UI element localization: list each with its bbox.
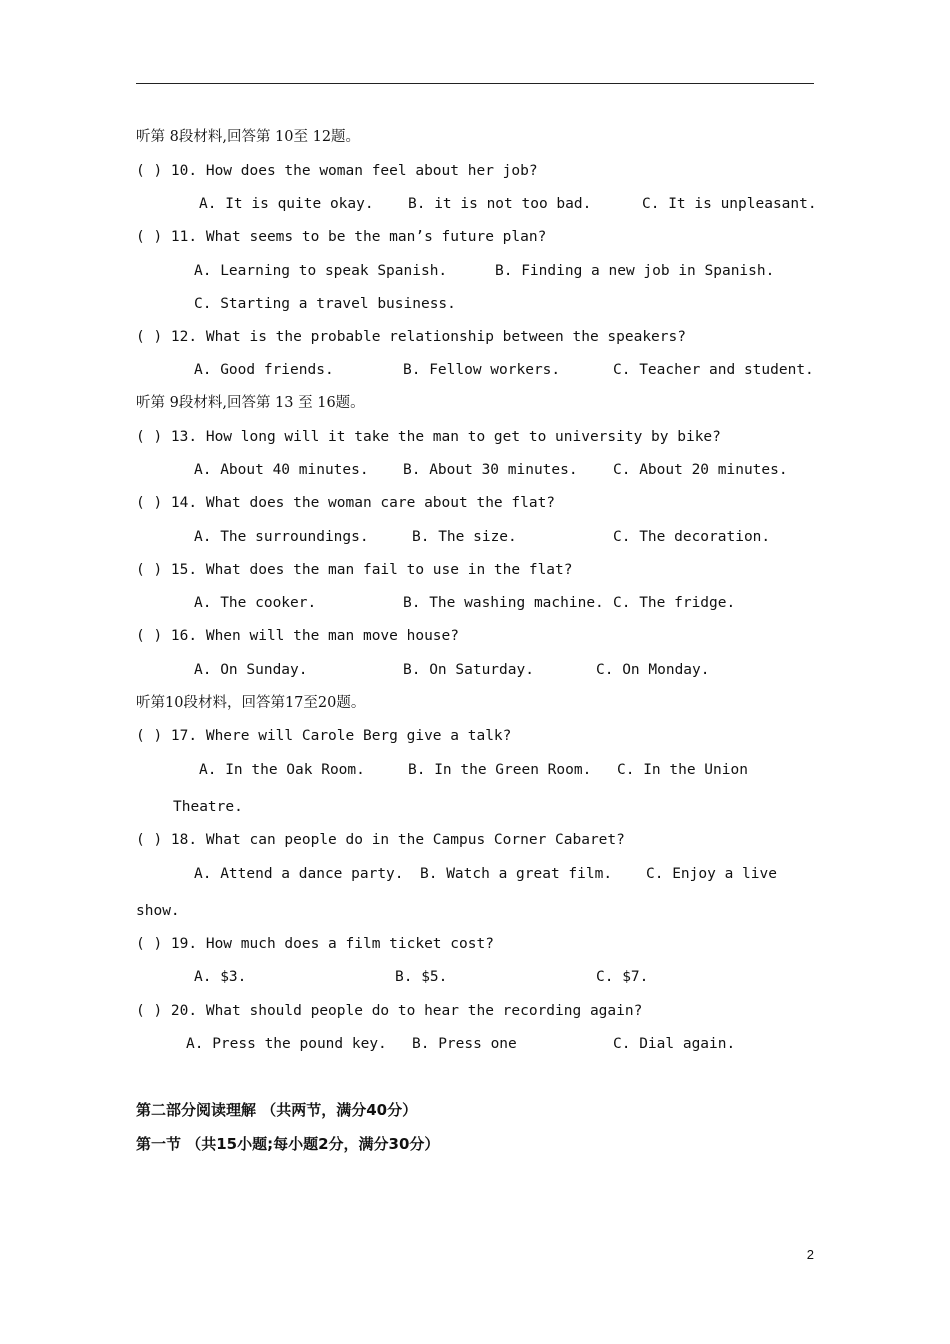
question-15-option-c: C. The fridge. xyxy=(613,595,736,611)
question-10-option-b: B. it is not too bad. xyxy=(408,196,592,212)
question-18-option-c: C. Enjoy a live xyxy=(646,866,777,882)
question-16-stem: ( ) 16. When will the man move house? xyxy=(136,628,460,644)
question-16-option-b: B. On Saturday. xyxy=(403,662,534,678)
question-11-stem: ( ) 11. What seems to be the man’s future plan? xyxy=(136,229,547,245)
question-19-stem: ( ) 19. How much does a film ticket cost? xyxy=(136,936,494,952)
question-12-stem: ( ) 12. What is the probable relationship between the speakers? xyxy=(136,329,686,345)
question-13-option-a: A. About 40 minutes. xyxy=(194,462,369,478)
header-rule xyxy=(136,83,814,84)
question-20-option-a: A. Press the pound key. xyxy=(186,1036,387,1052)
question-16-option-a: A. On Sunday. xyxy=(194,662,308,678)
question-11-option-b: B. Finding a new job in Spanish. xyxy=(495,263,775,279)
question-13-stem: ( ) 13. How long will it take the man to get to university by bike? xyxy=(136,429,721,445)
question-17-option-c-continued: Theatre. xyxy=(173,799,243,815)
question-11-option-a: A. Learning to speak Spanish. xyxy=(194,263,448,279)
question-10-stem: ( ) 10. How does the woman feel about her job? xyxy=(136,163,538,179)
question-15-option-a: A. The cooker. xyxy=(194,595,317,611)
page-number: 2 xyxy=(806,1247,814,1262)
section-intro-10: 听第10段材料，回答第17至20题。 xyxy=(136,695,366,711)
question-20-stem: ( ) 20. What should people do to hear the recording again? xyxy=(136,1003,643,1019)
question-17-option-a: A. In the Oak Room. xyxy=(199,762,365,778)
question-10-option-a: A. It is quite okay. xyxy=(199,196,374,212)
section1-title: 第一节 （共15小题;每小题2分，满分30分） xyxy=(136,1135,440,1153)
question-12-option-c: C. Teacher and student. xyxy=(613,362,814,378)
question-17-stem: ( ) 17. Where will Carole Berg give a talk? xyxy=(136,728,512,744)
question-15-option-b: B. The washing machine. xyxy=(403,595,604,611)
question-14-stem: ( ) 14. What does the woman care about the flat? xyxy=(136,495,556,511)
section-intro-9: 听第 9段材料,回答第 13 至 16题。 xyxy=(136,395,365,411)
question-14-option-c: C. The decoration. xyxy=(613,529,771,545)
question-13-option-b: B. About 30 minutes. xyxy=(403,462,578,478)
section-intro-8: 听第 8段材料,回答第 10至 12题。 xyxy=(136,129,361,145)
question-19-option-b: B. $5. xyxy=(395,969,448,985)
question-12-option-b: B. Fellow workers. xyxy=(403,362,561,378)
question-12-option-a: A. Good friends. xyxy=(194,362,334,378)
question-18-option-a: A. Attend a dance party. xyxy=(194,866,404,882)
question-14-option-a: A. The surroundings. xyxy=(194,529,369,545)
question-18-option-b: B. Watch a great film. xyxy=(420,866,613,882)
question-18-stem: ( ) 18. What can people do in the Campus Corner Cabaret? xyxy=(136,832,625,848)
question-16-option-c: C. On Monday. xyxy=(596,662,710,678)
question-20-option-c: C. Dial again. xyxy=(613,1036,736,1052)
question-13-option-c: C. About 20 minutes. xyxy=(613,462,788,478)
question-17-option-b: B. In the Green Room. xyxy=(408,762,592,778)
question-18-option-c-continued: show. xyxy=(136,903,180,919)
question-14-option-b: B. The size. xyxy=(412,529,517,545)
question-17-option-c: C. In the Union xyxy=(617,762,748,778)
question-20-option-b: B. Press one xyxy=(412,1036,517,1052)
question-15-stem: ( ) 15. What does the man fail to use in the flat? xyxy=(136,562,573,578)
part2-title: 第二部分阅读理解 （共两节，满分40分） xyxy=(136,1101,418,1119)
question-11-option-c: C. Starting a travel business. xyxy=(194,296,456,312)
question-19-option-a: A. $3. xyxy=(194,969,247,985)
question-10-option-c: C. It is unpleasant. xyxy=(642,196,817,212)
question-19-option-c: C. $7. xyxy=(596,969,649,985)
